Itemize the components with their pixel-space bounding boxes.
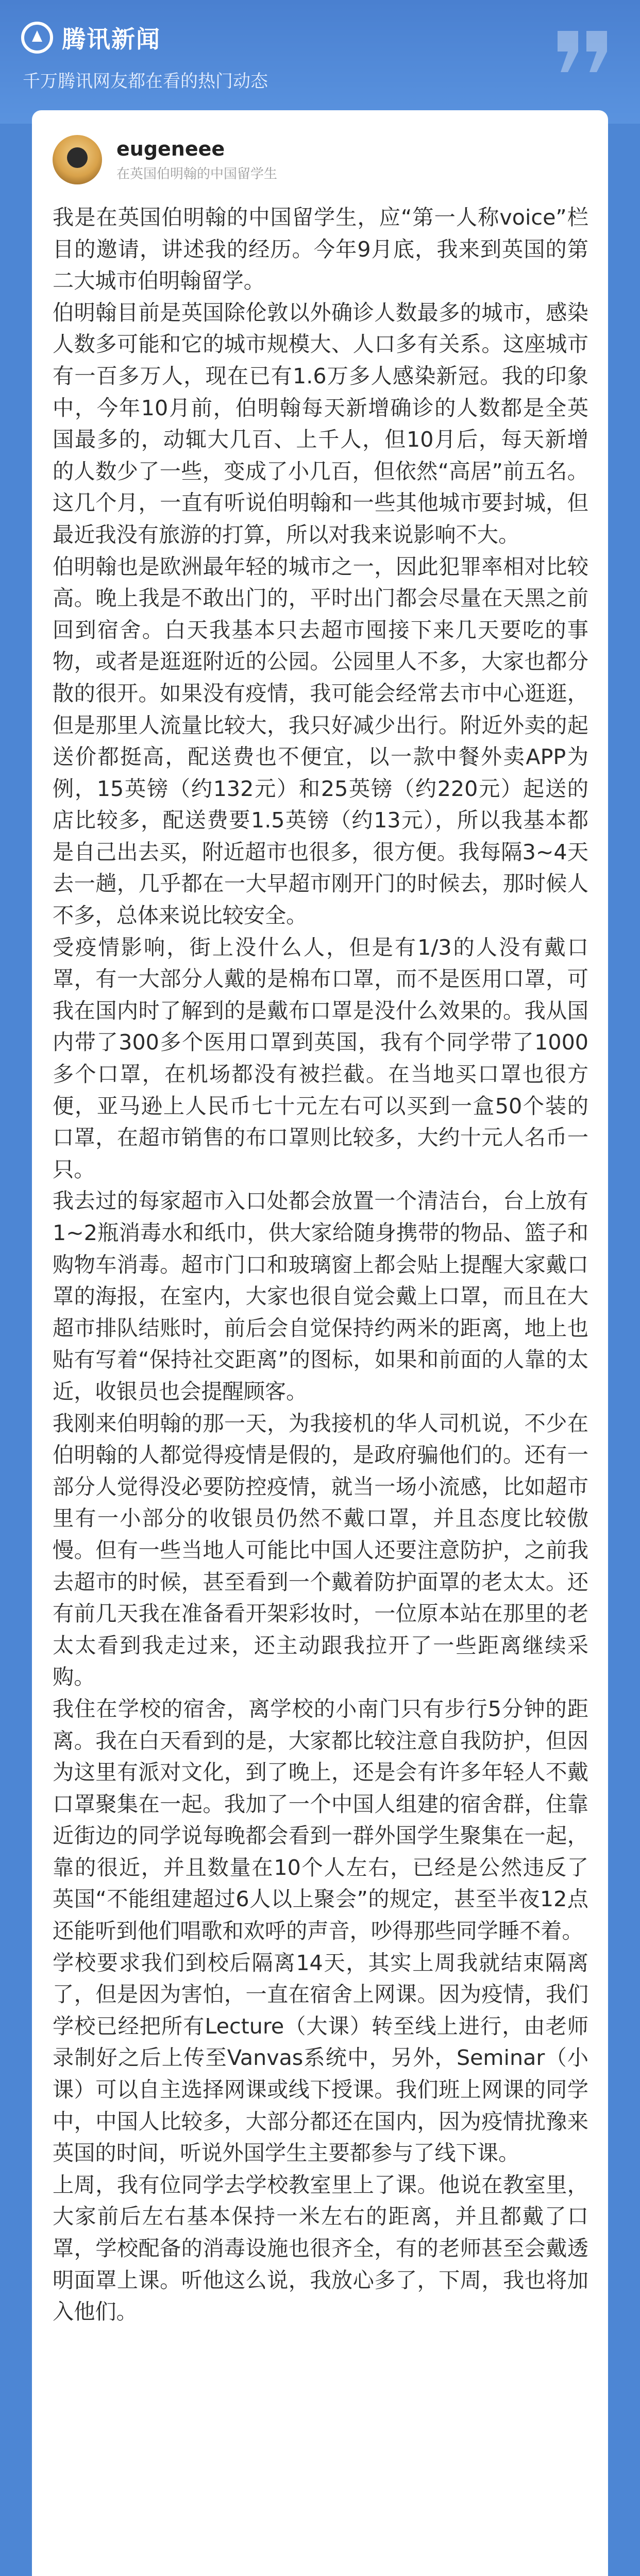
brand [21, 21, 161, 55]
author-username[interactable]: eugeneee [116, 137, 225, 160]
quote-mark-icon [552, 21, 614, 82]
paragraph: 我住在学校的宿舍，离学校的小南门只有步行5分钟的距离。我在白天看到的是，大家都比较注意自我防护，但因为这里有派对文化，到了晚上，还是会有许多年轻人不戴口罩聚集在一起。我加了一个中国人组建的宿舍群，住靠近街边的同学说每晚都会看到一群外国学生聚集在一起，靠的很近，并且数量在10个人左右，已经是公然违反了英国“不能组建超过6人以上聚会”的规定，甚至半夜12点还能听到他们唱歌和欢呼的声音，吵得那些同学睡不着。 [53, 1696, 588, 1944]
post-card [32, 110, 608, 2576]
paragraph: 上周，我有位同学去学校教室里上了课。他说在教室里，大家前后左右基本保持一米左右的距离，并且都戴了口罩，学校配备的消毒设施也很齐全，有的老师甚至会戴透明面罩上课。听他这么说，我放心多了，下周，我也将加入他们。 [53, 2172, 588, 2325]
paragraph: 伯明翰也是欧洲最年轻的城市之一，因此犯罪率相对比较高。晚上我是不敢出门的，平时出门都会尽量在天黑之前回到宿舍。白天我基本只去超市囤接下来几天要吃的事物，或者是逛逛附近的公园。公园里人不多，大家也都分散的很开。如果没有疫情，我可能会经常去市中心逛逛，但是那里人流量比较大，我只好减少出行。附近外卖的起送价都挺高，配送费也不便宜，以一款中餐外卖APP为例，15英镑（约132元）和25英镑（约220元）起送的店比较多，配送费要1.5英镑（约13元），所以我基本都是自己出去买，附近超市也很多，很方便。我每隔3~4天去一趟，几乎都在一大早超市刚开门的时候去，那时候人不多，总体来说比较安全。 [53, 554, 588, 928]
header-subtitle: 千万腾讯网友都在看的热门动态 [23, 71, 268, 92]
paragraph: 受疫情影响，街上没什么人，但是有1/3的人没有戴口罩，有一大部分人戴的是棉布口罩，而不是医用口罩，可我在国内时了解到的是戴布口罩是没什么效果的。我从国内带了300多个医用口罩到英国，我有个同学带了1000多个口罩，在机场都没有被拦截。在当地买口罩也很方便，亚马逊上人民币七十元左右可以买到一盒50个装的口罩，在超市销售的布口罩则比较多，大约十元人名币一只。 [53, 935, 588, 1182]
paragraph: 我刚来伯明翰的那一天，为我接机的华人司机说，不少在伯明翰的人都觉得疫情是假的，是政府骗他们的。还有一部分人觉得没必要防控疫情，就当一场小流感，比如超市里有一小部分的收银员仍然不戴口罩，并且态度比较傲慢。但有一些当地人可能比中国人还要注意防护，之前我去超市的时候，甚至看到一个戴着防护面罩的老太太。还有前几天我在准备看开架彩妆时，一位原本站在那里的老太太看到我走过来，还主动跟我拉开了一些距离继续采购。 [53, 1411, 588, 1690]
paragraph: 学校要求我们到校后隔离14天，其实上周我就结束隔离了，但是因为害怕，一直在宿舍上网课。因为疫情，我们学校已经把所有Lecture（大课）转至线上进行，由老师录制好之后上传至Vanvas系统中，另外，Seminar（小课）可以自主选择网课或线下授课。我们班上网课的同学中，中国人比较多，大部分都还在国内，因为疫情扰豫来英国的时间，听说外国学生主要都参与了线下课。 [53, 1950, 588, 2166]
app-header [0, 0, 640, 124]
paragraph: 我去过的每家超市入口处都会放置一个清洁台，台上放有1~2瓶消毒水和纸巾，供大家给随身携带的物品、篮子和购物车消毒。超市门口和玻璃窗上都会贴上提醒大家戴口罩的海报，在室内，大家也很自觉会戴上口罩，而且在大超市排队结账时，前后会自觉保持约两米的距离，地上也贴有写着“保持社交距离”的图标，如果和前面的人靠的太近，收银员也会提醒顾客。 [53, 1189, 588, 1404]
post-content [53, 202, 588, 2328]
brand-name: 腾讯新闻 [62, 25, 161, 53]
paragraph: 我是在英国伯明翰的中国留学生，应“第一人称voice”栏目的邀请，讲述我的经历。今年9月底，我来到英国的第二大城市伯明翰留学。 [53, 205, 588, 294]
avatar[interactable] [53, 135, 102, 184]
author-info [53, 135, 277, 184]
tencent-news-logo-icon [21, 21, 54, 54]
author-description: 在英国伯明翰的中国留学生 [116, 166, 278, 182]
paragraph: 伯明翰目前是英国除伦敦以外确诊人数最多的城市，感染人数多可能和它的城市规模大、人口多有关系。这座城市有一百多万人，现在已有1.6万多人感染新冠。我的印象中，今年10月前，伯明翰每天新增确诊的人数都是全英国最多的，动辄大几百、上千人，但10月后，每天新增的人数少了一些，变成了小几百，但依然“高居”前五名。这几个月，一直有听说伯明翰和一些其他城市要封城，但最近我没有旅游的打算，所以对我来说影响不大。 [53, 300, 588, 547]
